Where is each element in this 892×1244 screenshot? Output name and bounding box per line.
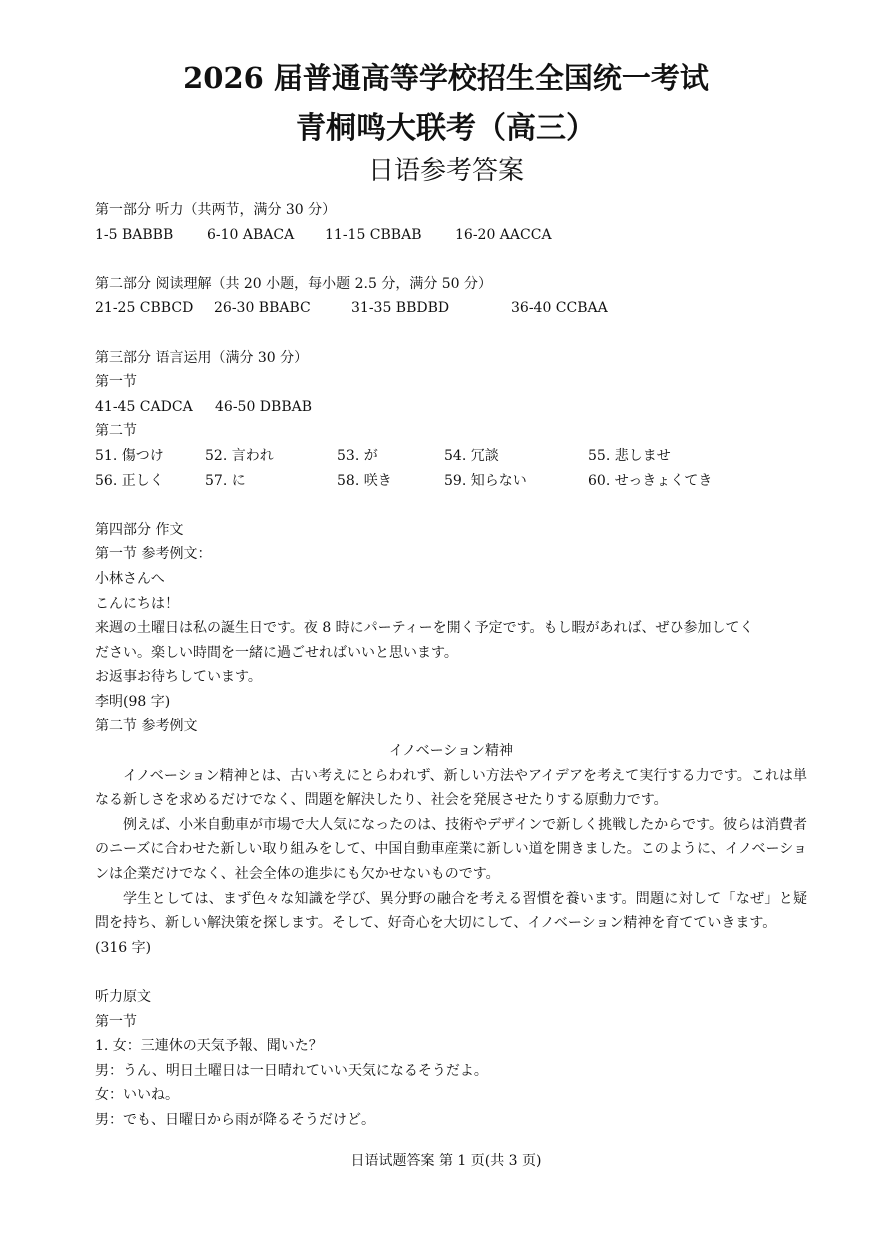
- part3-section2-label: 第二节: [95, 423, 137, 440]
- letter-line: ださい。楽しい時間を一緒に過ごせればいいと思います。: [95, 644, 458, 661]
- part4-section2-label: 第二节 参考例文: [95, 718, 198, 735]
- letter-line: こんにちは！: [95, 595, 179, 612]
- answer-group: 36-40 CCBAA: [511, 300, 608, 317]
- part3-section2-row1: [95, 444, 807, 469]
- fill-answer: 55. 悲しませ: [588, 447, 671, 464]
- dialogue-line: 1. 女：三連休の天気予報、聞いた？: [95, 1038, 323, 1055]
- fill-answer: 51. 傷つけ: [95, 447, 164, 464]
- part2-answer-row: [95, 296, 807, 321]
- letter-line: お返事お待ちしています。: [95, 669, 262, 686]
- letter-line: 李明(98 字): [95, 693, 171, 710]
- part3-section2-row2: [95, 469, 807, 494]
- listening-section-label: 第一节: [95, 1013, 137, 1030]
- essay-paragraph: 学生としては、まず色々な知識を学び、異分野の融合を考える習慣を養います。問題に対して「なぜ」と疑問を持ち、新しい解決策を探します。そして、好奇心を大切にして、イノベーション精神を育てていきます。: [95, 890, 807, 932]
- fill-answer: 58. 咲き: [337, 472, 392, 489]
- letter-line: 来週の土曜日は私の誕生日です。夜 8 時にパーティーを開く予定です。もし暇があれば、ぜひ参加してく: [95, 620, 754, 637]
- fill-answer: 53. が: [337, 447, 378, 464]
- answer-content: [95, 198, 807, 1133]
- fill-answer: 54. 冗談: [444, 447, 499, 464]
- essay-title: イノベーション精神: [388, 743, 514, 760]
- fill-answer: 59. 知らない: [444, 472, 527, 489]
- answer-group: 46-50 DBBAB: [215, 398, 313, 415]
- part3-heading: 第三部分 语言运用（满分 30 分）: [95, 349, 309, 366]
- part1-answer-row: [95, 223, 807, 248]
- exam-title: 2026 届普通高等学校招生全国统一考试: [183, 61, 709, 95]
- part4-heading: 第四部分 作文: [95, 521, 184, 538]
- exam-subtitle: 青桐鸣大联考（高三）: [296, 111, 596, 146]
- dialogue-line: 女：いいね。: [95, 1087, 179, 1104]
- part3-section1-label: 第一节: [95, 374, 137, 391]
- essay-paragraph: 例えば、小米自動車が市場で大人気になったのは、技術やデザインで新しく挑戦したからです。彼らは消費者のニーズに合わせた新しい取り組みをして、中国自動車産業に新しい道を開きました。このように、イノベーションは企業だけでなく、社会全体の進歩にも欠かせないものです。: [95, 816, 807, 883]
- part2-heading: 第二部分 阅读理解（共 20 小题，每小题 2.5 分，满分 50 分）: [95, 275, 493, 292]
- part4-section1-label: 第一节 参考例文：: [95, 546, 212, 563]
- page-footer: 日语试题答案 第 1 页(共 3 页): [350, 1153, 542, 1169]
- answer-group: 6-10 ABACA: [207, 226, 295, 243]
- document-title: 日语参考答案: [367, 156, 524, 186]
- part1-heading: 第一部分 听力（共两节，满分 30 分）: [95, 202, 337, 218]
- essay-word-count: (316 字): [95, 939, 152, 956]
- answer-group: 21-25 CBBCD: [95, 300, 194, 317]
- dialogue-line: 男：うん、明日土曜日は一日晴れていい天気になるそうだよ。: [95, 1062, 488, 1079]
- answer-group: 26-30 BBABC: [214, 300, 311, 317]
- essay-paragraph: イノベーション精神とは、古い考えにとらわれず、新しい方法やアイデアを考えて実行する力です。これは単なる新しさを求めるだけでなく、問題を解決したり、社会を発展させたりする原動力です。: [95, 767, 807, 809]
- listening-heading: 听力原文: [95, 989, 151, 1005]
- fill-answer: 60. せっきょくてき: [588, 472, 713, 489]
- answer-group: 41-45 CADCA: [95, 398, 193, 415]
- answer-group: 31-35 BBDBD: [351, 300, 450, 317]
- letter-line: 小林さんへ: [95, 570, 165, 587]
- fill-answer: 57. に: [205, 472, 246, 489]
- fill-answer: 56. 正しく: [95, 472, 164, 489]
- answer-group: 16-20 AACCA: [455, 226, 552, 243]
- part3-section1-answers: [95, 395, 807, 420]
- answer-group: 1-5 BABBB: [95, 226, 174, 243]
- fill-answer: 52. 言われ: [205, 447, 274, 464]
- answer-group: 11-15 CBBAB: [325, 226, 422, 243]
- dialogue-line: 男：でも、日曜日から雨が降るそうだけど。: [95, 1111, 375, 1128]
